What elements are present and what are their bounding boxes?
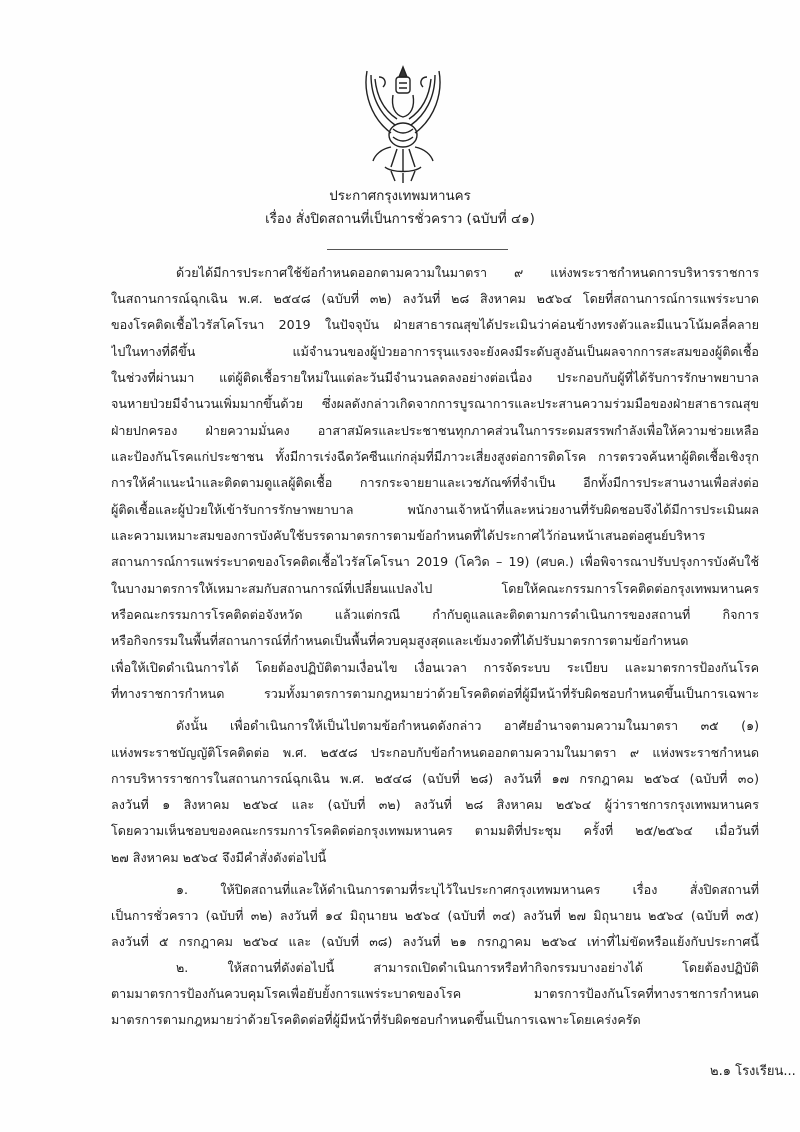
paragraph-2-line: การบริหารราชการในสถานการณ์ฉุกเฉิน พ.ศ. ๒๕๔๘ (ฉบับที่ ๒๘) ลงวันที่ ๑๗ กรกฎาคม ๒๕๖๔ (ฉบับที่ ๓๐) (111, 771, 759, 786)
paragraph-1-line: ในช่วงที่ผ่านมา แต่ผู้ติดเชื้อรายใหม่ในแต่ละวันมีจำนวนลดลงอย่างต่อเนื่อง ประกอบกับผู้ที่ได้รับการรักษาพยาบาล (111, 370, 759, 385)
paragraph-2-line: ดังนั้น เพื่อดำเนินการให้เป็นไปตามข้อกำหนดดังกล่าว อาศัยอำนาจตามความในมาตรา ๓๕ (๑) (176, 718, 759, 733)
continuation-marker: ๒.๑ โรงเรียน... (710, 1064, 796, 1079)
subject-title: เรื่อง สั่งปิดสถานที่เป็นการชั่วคราว (ฉบับที่ ๔๑) (265, 212, 535, 227)
paragraph-2-line: ลงวันที่ ๑ สิงหาคม ๒๕๖๔ และ (ฉบับที่ ๓๒) ลงวันที่ ๒๘ สิงหาคม ๒๕๖๔ ผู้ว่าราชการกรุงเทพมหานคร (111, 797, 759, 812)
title-divider (327, 249, 508, 250)
item-2-line: มาตรการตามกฎหมายว่าด้วยโรคติดต่อที่ผู้มีหน้าที่รับผิดชอบกำหนดขึ้นเป็นการเฉพาะโดยเคร่งครัด (111, 1012, 641, 1027)
paragraph-1-line: และความเหมาะสมของการบังคับใช้บรรดามาตรการตามข้อกำหนดที่ได้ประกาศไว้ก่อนหน้าเสนอต่อศูนย์บริหาร (111, 528, 706, 543)
garuda-emblem-icon (361, 63, 445, 185)
paragraph-1-line: ที่ทางราชการกำหนด รวมทั้งมาตรการตามกฎหมายว่าด้วยโรคติดต่อที่ผู้มีหน้าที่รับผิดชอบกำหนดขึ้นเป็นการเฉพาะ (111, 686, 759, 701)
paragraph-1-line: ด้วยได้มีการประกาศใช้ข้อกำหนดออกตามความในมาตรา ๙ แห่งพระราชกำหนดการบริหารราชการ (176, 265, 759, 280)
paragraph-1-line: และป้องกันโรคแก่ประชาชน ทั้งมีการเร่งฉีดวัคซีนแก่กลุ่มที่มีภาวะเสี่ยงสูงต่อการติดโรค การตรวจค้นหาผู้ติดเชื้อเชิงรุก (111, 449, 759, 464)
paragraph-1-line: ไปในทางที่ดีขึ้น แม้จำนวนของผู้ป่วยอาการรุนแรงจะยังคงมีระดับสูงอันเป็นผลจากการสะสมของผู้ติดเชื้อ (111, 344, 759, 359)
item-2-line: ๒. ให้สถานที่ดังต่อไปนี้ สามารถเปิดดำเนินการหรือทำกิจกรรมบางอย่างได้ โดยต้องปฏิบัติ (176, 960, 759, 975)
paragraph-1-line: ในบางมาตรการให้เหมาะสมกับสถานการณ์ที่เปลี่ยนแปลงไป โดยให้คณะกรรมการโรคติดต่อกรุงเทพมหานคร (111, 581, 759, 596)
item-1-line: ๑. ให้ปิดสถานที่และให้ดำเนินการตามที่ระบุไว้ในประกาศกรุงเทพมหานคร เรื่อง สั่งปิดสถานที่ (176, 882, 759, 897)
item-2-line: ตามมาตรการป้องกันควบคุมโรคเพื่อยับยั้งการแพร่ระบาดของโรค มาตรการป้องกันโรคที่ทางราชการกำหนด (111, 986, 759, 1001)
paragraph-1-line: ของโรคติดเชื้อไวรัสโคโรนา 2019 ในปัจจุบัน ฝ่ายสาธารณสุขได้ประเมินว่าค่อนข้างทรงตัวและมีแนวโน้มคลี่คลาย (111, 317, 759, 332)
item-1-line: เป็นการชั่วคราว (ฉบับที่ ๓๒) ลงวันที่ ๑๔ มิถุนายน ๒๕๖๔ (ฉบับที่ ๓๔) ลงวันที่ ๒๗ มิถุนายน ๒๕๖๔ (ฉบับที่ ๓๕) (111, 908, 759, 923)
issuer-title: ประกาศกรุงเทพมหานคร (329, 189, 471, 204)
paragraph-1-line: จนหายป่วยมีจำนวนเพิ่มมากขึ้นด้วย ซึ่งผลดังกล่าวเกิดจากการบูรณาการและประสานความร่วมมือของฝ่ายสาธารณสุข (111, 396, 759, 411)
paragraph-1-line: ในสถานการณ์ฉุกเฉิน พ.ศ. ๒๕๔๘ (ฉบับที่ ๓๒) ลงวันที่ ๒๘ สิงหาคม ๒๕๖๔ โดยที่สถานการณ์การแพร่ระบาด (111, 291, 759, 306)
paragraph-2-line: ๒๗ สิงหาคม ๒๕๖๔ จึงมีคำสั่งดังต่อไปนี้ (111, 850, 327, 865)
paragraph-1-line: สถานการณ์การแพร่ระบาดของโรคติดเชื้อไวรัสโคโรนา 2019 (โควิด – 19) (ศบค.) เพื่อพิจารณาปรับปรุงการบังคับใช้ (111, 554, 759, 569)
paragraph-1-line: เพื่อให้เปิดดำเนินการได้ โดยต้องปฏิบัติตามเงื่อนไข เงื่อนเวลา การจัดระบบ ระเบียบ และมาตรการป้องกันโรค (111, 660, 759, 675)
item-1-line: ลงวันที่ ๕ กรกฎาคม ๒๕๖๔ และ (ฉบับที่ ๓๘) ลงวันที่ ๒๑ กรกฎาคม ๒๕๖๔ เท่าที่ไม่ขัดหรือแย้งกับประกาศนี้ (111, 934, 759, 949)
paragraph-1-line: หรือคณะกรรมการโรคติดต่อจังหวัด แล้วแต่กรณี กำกับดูแลและติดตามการดำเนินการของสถานที่ กิจการ (111, 607, 759, 622)
paragraph-2-line: โดยความเห็นชอบของคณะกรรมการโรคติดต่อกรุงเทพมหานคร ตามมติที่ประชุม ครั้งที่ ๒๕/๒๕๖๔ เมื่อวันที่ (111, 823, 759, 838)
paragraph-2-line: แห่งพระราชบัญญัติโรคติดต่อ พ.ศ. ๒๕๕๘ ประกอบกับข้อกำหนดออกตามความในมาตรา ๙ แห่งพระราชกำหนด (111, 745, 759, 760)
paragraph-1-line: หรือกิจกรรมในพื้นที่สถานการณ์ที่กำหนดเป็นพื้นที่ควบคุมสูงสุดและเข้มงวดที่ได้ปรับมาตรการตามข้อกำหนด (111, 633, 689, 648)
paragraph-1-line: ฝ่ายปกครอง ฝ่ายความมั่นคง อาสาสมัครและประชาชนทุกภาคส่วนในการระดมสรรพกำลังเพื่อให้ความช่วยเหลือ (111, 423, 759, 438)
paragraph-1-line: การให้คำแนะนำและติดตามดูแลผู้ติดเชื้อ การกระจายยาและเวชภัณฑ์ที่จำเป็น อีกทั้งมีการประสานงานเพื่อส่งต่อ (111, 475, 759, 490)
paragraph-1-line: ผู้ติดเชื้อและผู้ป่วยให้เข้ารับการรักษาพยาบาล พนักงานเจ้าหน้าที่และหน่วยงานที่รับผิดชอบจึงได้มีการประเมินผล (111, 502, 759, 517)
